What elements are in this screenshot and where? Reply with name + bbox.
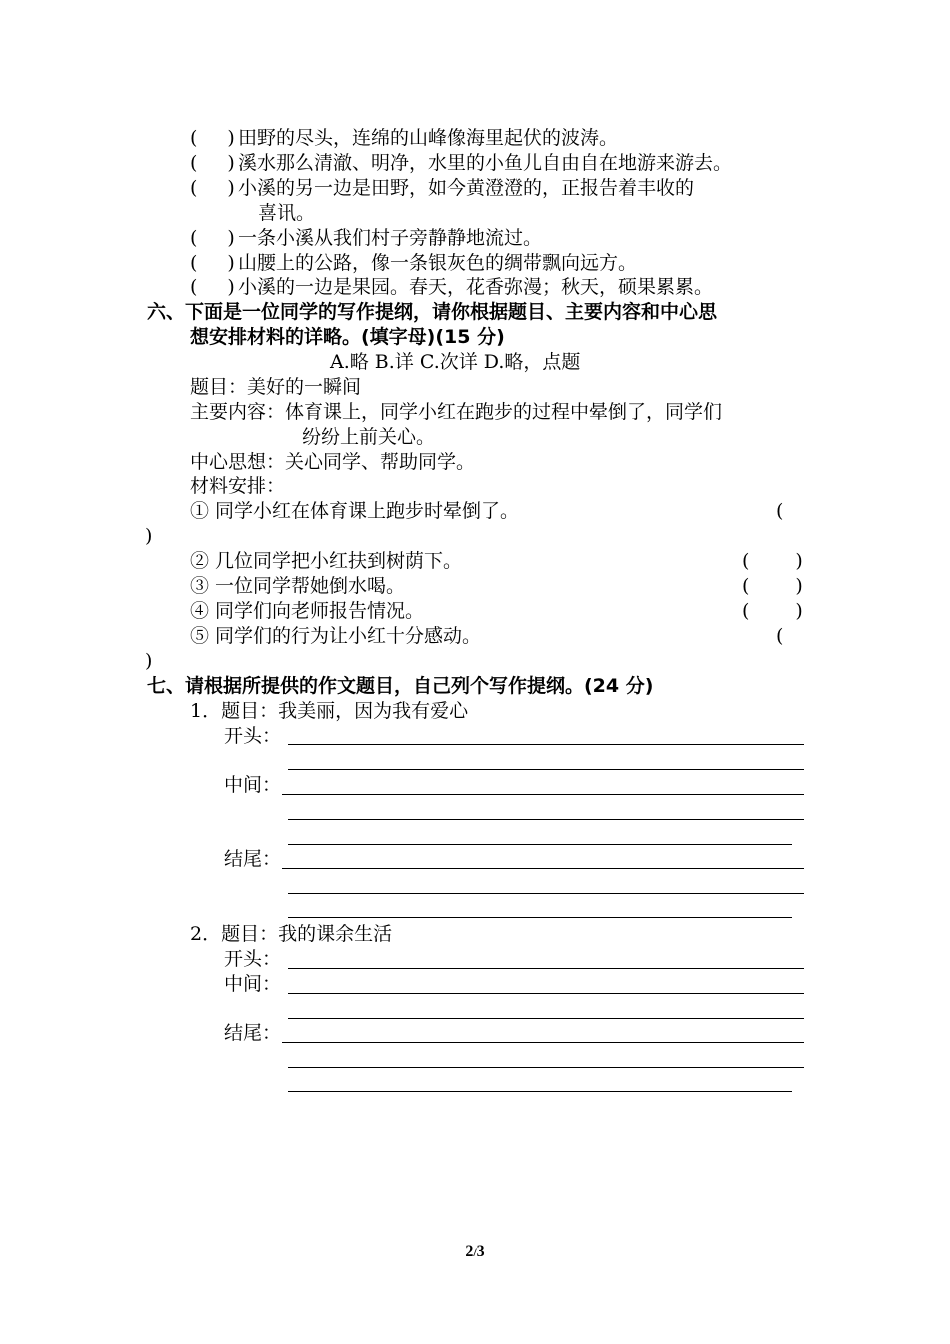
q1-middle-line-2[interactable] — [288, 819, 804, 820]
item-text: 一条小溪从我们村子旁静静地流过。 — [238, 227, 543, 249]
material-label: 材料安排： — [190, 475, 286, 497]
question-1-title: 1．题目：我美丽，因为我有爱心 — [190, 700, 469, 722]
section-6-heading-cont: 想安排材料的详略。(填字母)(15 分) — [190, 326, 505, 348]
question-2-title: 2．题目：我的课余生活 — [190, 923, 393, 945]
order-item-5 — [190, 251, 637, 275]
section-6-heading: 六、下面是一位同学的写作提纲，请你根据题目、主要内容和中心思 — [147, 301, 718, 323]
q1-middle-line-1[interactable] — [282, 794, 804, 795]
section-7-heading: 七、请根据所提供的作文题目，自己列个写作提纲。(24 分) — [147, 675, 654, 697]
answer-open-paren-5[interactable]: ( — [776, 625, 784, 647]
q2-end-line-1[interactable] — [282, 1042, 804, 1043]
answer-paren[interactable]: ( ) — [190, 152, 235, 174]
answer-paren-4[interactable]: ( ) — [742, 600, 803, 622]
answer-paren[interactable]: ( ) — [190, 227, 235, 249]
total-pages: 3 — [476, 1243, 485, 1260]
answer-paren[interactable]: ( ) — [190, 276, 235, 298]
order-item-4 — [190, 226, 542, 250]
q1-middle-line-3[interactable] — [288, 844, 792, 845]
central-theme: 中心思想：关心同学、帮助同学。 — [190, 451, 476, 473]
q2-end-line-2[interactable] — [288, 1067, 804, 1068]
item-text: 溪水那么清澈、明净，水里的小鱼儿自由自在地游来游去。 — [238, 152, 733, 174]
item-text: 小溪的另一边是田野，如今黄澄澄的，正报告着丰收的 — [238, 177, 695, 199]
material-item-5: ⑤ 同学们的行为让小红十分感动。 — [190, 625, 482, 647]
q1-start-line-2[interactable] — [288, 769, 804, 770]
main-content-cont: 纷纷上前关心。 — [302, 426, 436, 448]
item-text: 田野的尽头，连绵的山峰像海里起伏的波涛。 — [238, 127, 619, 149]
answer-paren-2[interactable]: ( ) — [742, 550, 803, 572]
material-item-4: ④ 同学们向老师报告情况。 — [190, 600, 425, 622]
order-item-1 — [190, 126, 618, 150]
page-number: 2/3 — [465, 1243, 485, 1260]
material-item-2: ② 几位同学把小红扶到树荫下。 — [190, 550, 463, 572]
item-text: 小溪的一边是果园。春天，花香弥漫；秋天，硕果累累。 — [238, 276, 714, 298]
q1-end-line-3[interactable] — [288, 917, 792, 918]
q1-end-label: 结尾： — [224, 848, 282, 870]
main-content: 主要内容：体育课上，同学小红在跑步的过程中晕倒了，同学们 — [190, 401, 723, 423]
q1-start-line-1[interactable] — [288, 744, 804, 745]
q2-middle-line-2[interactable] — [288, 1018, 804, 1019]
current-page: 2 — [465, 1243, 474, 1260]
order-item-3-cont: 喜讯。 — [258, 202, 316, 224]
q1-end-line-1[interactable] — [282, 868, 804, 869]
answer-paren[interactable]: ( ) — [190, 252, 235, 274]
order-item-2 — [190, 151, 732, 175]
q2-start-line-1[interactable] — [288, 968, 804, 969]
answer-open-paren-1[interactable]: ( — [776, 500, 784, 522]
q2-middle-label: 中间： — [224, 973, 282, 995]
answer-paren[interactable]: ( ) — [190, 177, 235, 199]
q2-middle-line-1[interactable] — [288, 993, 804, 994]
q2-end-line-3[interactable] — [288, 1091, 792, 1092]
options-line: A.略 B.详 C.次详 D.略，点题 — [330, 351, 581, 373]
answer-paren[interactable]: ( ) — [190, 127, 235, 149]
q1-start-label: 开头： — [224, 725, 282, 747]
material-item-1: ① 同学小红在体育课上跑步时晕倒了。 — [190, 500, 520, 522]
answer-close-paren-5[interactable]: ) — [145, 650, 153, 672]
essay-title: 题目：美好的一瞬间 — [190, 376, 362, 398]
answer-close-paren-1[interactable]: ) — [145, 525, 153, 547]
answer-paren-3[interactable]: ( ) — [742, 575, 803, 597]
q2-start-label: 开头： — [224, 948, 282, 970]
item-text: 山腰上的公路，像一条银灰色的绸带飘向远方。 — [238, 252, 638, 274]
order-item-6 — [190, 275, 713, 299]
q1-middle-label: 中间： — [224, 774, 282, 796]
q1-end-line-2[interactable] — [288, 893, 804, 894]
order-item-3 — [190, 176, 694, 200]
material-item-3: ③ 一位同学帮她倒水喝。 — [190, 575, 406, 597]
q2-end-label: 结尾： — [224, 1022, 282, 1044]
